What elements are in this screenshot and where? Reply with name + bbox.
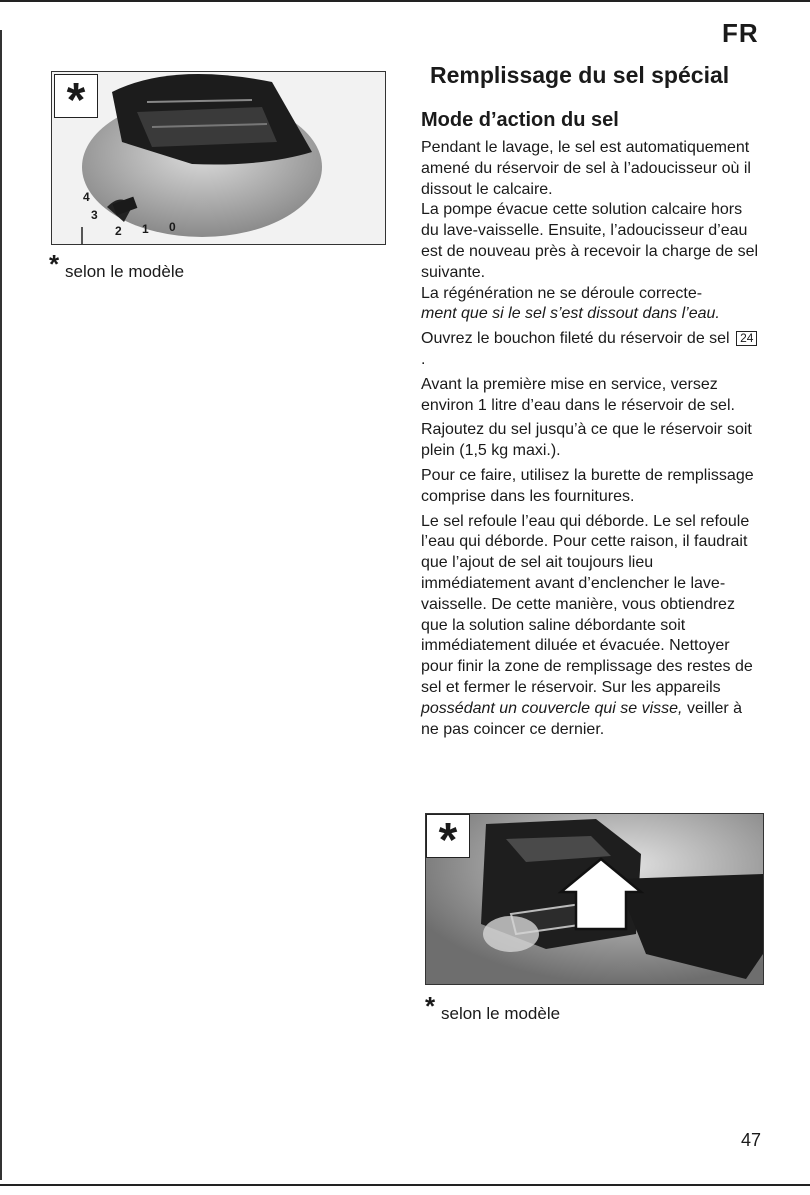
dial-number-3: 3 (91, 208, 98, 222)
top-rule (0, 0, 810, 2)
figure-reference-badge: 24 (736, 331, 757, 346)
subsection-title: Mode d’action du sel (421, 109, 619, 131)
paragraph-action: Pendant le lavage, le sel est automatiquement amené du réservoir de sel à l’adoucisseur où il dissout le calcaire. (421, 139, 751, 198)
paragraph-pump: La pompe évacue cette solution calcaire hors du lave-vaisselle. Ensuite, l’adoucisseur d’eau est de nouveau près à recevoir la charge de sel suivante. (421, 201, 759, 281)
paragraph-open-cap (421, 329, 761, 371)
dial-number-4: 4 (83, 190, 90, 204)
salt-reservoir-illustration (426, 814, 763, 984)
caption-text: selon le modèle (65, 262, 185, 281)
page-number: 47 (741, 1130, 762, 1150)
figure2-caption (425, 991, 561, 1024)
overflow-end: veiller à ne pas coincer ce dernier. (421, 699, 743, 738)
caption-text: selon le modèle (441, 1004, 561, 1023)
section-title: Remplissage du sel spécial (430, 62, 730, 88)
overflow-italic: possédant un couvercle qui se visse, (421, 699, 683, 717)
dial-number-0: 0 (169, 220, 176, 234)
dial-number-1: 1 (142, 222, 149, 236)
regeneration-text: La régénération ne se déroule correcte- (421, 284, 703, 302)
figure1-caption (49, 249, 185, 282)
body-text (421, 138, 761, 744)
open-cap-end: . (421, 350, 426, 368)
caption-asterisk: * (49, 249, 60, 279)
bottom-rule (0, 1184, 810, 1186)
asterisk-marker: * (426, 814, 470, 858)
language-code: FR (722, 18, 759, 48)
paragraph-regeneration (421, 284, 761, 326)
overflow-text: Le sel refoule l’eau qui déborde. Le sel refoule l’eau qui déborde. Pour cette raison, il faudrait que l’ajout de sel ait toujours lieu immédiatement avant d’enclencher le lave-vaisselle. De cette manière, vous obtiendrez que la solution saline débordante soit immédiatement diluée et évacuée. Nettoyer pour finir la zone de remplissage des restes de sel et fermer le réservoir. Sur les appareils (421, 512, 753, 696)
asterisk-marker: * (54, 74, 98, 118)
figure-salt-dial (51, 71, 386, 245)
left-edge-line (0, 30, 2, 1180)
paragraph-first-use: Avant la première mise en service, versez environ 1 litre d’eau dans le réservoir de sel. (421, 375, 735, 414)
paragraph-fill: Rajoutez du sel jusqu’à ce que le réservoir soit plein (1,5 kg maxi.). (421, 421, 752, 460)
figure-salt-reservoir (425, 813, 764, 985)
regeneration-italic: ment que si le sel s’est dissout dans l’eau. (421, 305, 720, 323)
caption-asterisk: * (425, 991, 436, 1021)
paragraph-burette: Pour ce faire, utilisez la burette de remplissage comprise dans les fournitures. (421, 466, 754, 505)
open-cap-text: Ouvrez le bouchon fileté du réservoir de sel (421, 330, 730, 348)
paragraph-overflow (421, 512, 761, 741)
dial-number-2: 2 (115, 224, 122, 238)
salt-dial-illustration (52, 72, 385, 244)
